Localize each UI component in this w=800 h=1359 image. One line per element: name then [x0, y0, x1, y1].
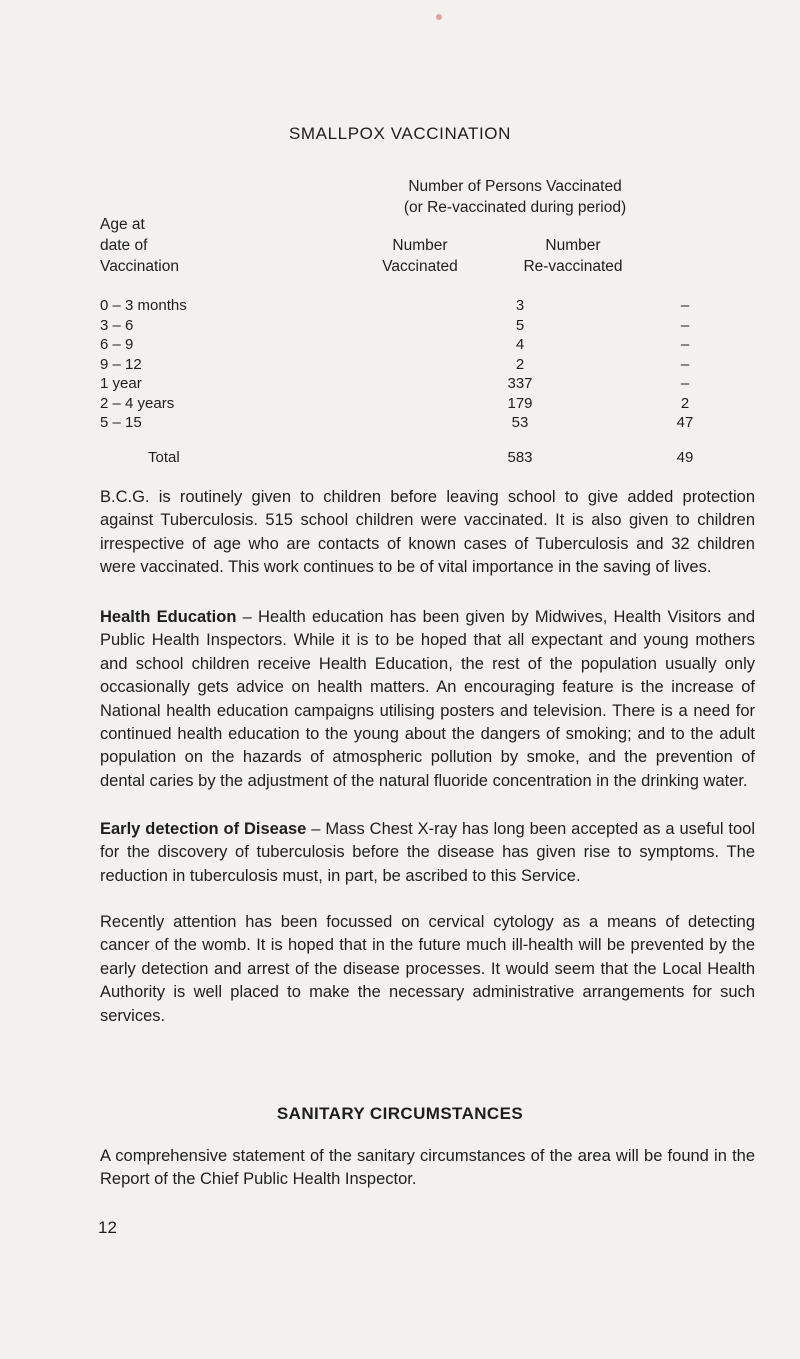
revaccinated-cell: – [680, 316, 690, 334]
table-row [100, 316, 690, 337]
vaccinated-cell: 179 [507, 394, 533, 412]
age-header-line3: Vaccination [100, 258, 179, 275]
early-detection-heading: Early detection of Disease [100, 820, 307, 838]
vaccinated-cell: 3 [515, 297, 525, 314]
age-header-line1: Age at [100, 216, 145, 233]
page-number: 12 [98, 1218, 117, 1237]
table-row [100, 414, 694, 434]
table-row [100, 297, 690, 317]
vaccinated-cell: 5 [515, 316, 525, 334]
age-column-header [100, 214, 179, 277]
age-cell: 9 – 12 [100, 355, 142, 373]
table-row [100, 394, 690, 415]
revaccinated-cell: 47 [676, 414, 694, 431]
page-title: SMALLPOX VACCINATION [288, 124, 512, 143]
revaccinated-cell: – [680, 355, 690, 373]
age-cell: 1 year [100, 375, 142, 392]
revaccinated-column-header [498, 235, 648, 277]
table-row [100, 355, 690, 376]
health-education-heading: Health Education [100, 608, 237, 626]
early-detection-paragraph [100, 818, 755, 888]
col1-header-line1: Number [392, 237, 448, 254]
age-cell: 2 – 4 years [100, 394, 175, 412]
vaccinated-cell: 337 [507, 375, 533, 392]
health-education-text: – Health education has been given by Midwives, Health Visitors and Public Health Inspectors. While it is to be hoped that all expectant and young mothers and school children receive Health Education, the rest of the population usually only occasionally gets advice on health matters. An encouraging feature is the increase of National health education campaigns utilising posters and television. There is a need for continued health education to the young about the dangers of smoking; and to the adult population on the hazards of atmospheric pollution by smoke, and the prevention of dental caries by the adjustment of the natural fluoride concentration in the drinking water. [100, 608, 755, 790]
bcg-paragraph: B.C.G. is routinely given to children before leaving school to give added protection against Tuberculosis. 515 school children were vaccinated. It is also given to children irrespective of age who are contacts of known cases of Tuberculosis and 32 children were vaccinated. This work continues to be of vital importance in the saving of lives. [100, 488, 755, 577]
table-group-header [370, 176, 660, 218]
age-cell: 6 – 9 [100, 336, 134, 353]
table-row [100, 336, 690, 356]
table-total-row [100, 449, 694, 469]
col2-header-line1: Number [545, 237, 601, 254]
vaccinated-cell: 2 [515, 355, 525, 373]
group-header-line2: (or Re-vaccinated during period) [403, 199, 627, 216]
age-header-line2: date of [100, 237, 148, 254]
cervical-cytology-paragraph: Recently attention has been focussed on cervical cytology as a means of detecting cancer of the womb. It is hoped that in the future much ill-health will be prevented by the early detection and arrest of the disease processes. It would seem that the Local Health Authority is well placed to make the necessary administrative arrangements for such services. [100, 913, 755, 1025]
table-row [100, 375, 690, 395]
sanitary-paragraph: A comprehensive statement of the sanitary circumstances of the area will be found in the Report of the Chief Public Health Inspector. [100, 1147, 755, 1189]
group-header-line1: Number of Persons Vaccinated [408, 178, 622, 195]
sanitary-circumstances-heading: SANITARY CIRCUMSTANCES [276, 1104, 524, 1123]
total-label: Total [148, 449, 180, 466]
vaccination-table-body [100, 297, 694, 434]
revaccinated-cell: 2 [680, 394, 690, 412]
vaccinated-cell: 4 [515, 336, 525, 353]
revaccinated-cell: – [680, 297, 690, 314]
age-cell: 0 – 3 months [100, 297, 187, 314]
early-detection-text: – Mass Chest X-ray has long been accepted as a useful tool for the discovery of tuberculosis before the disease has given rise to symptoms. The reduction in tuberculosis must, in part, be ascribed to this Service. [100, 820, 755, 885]
revaccinated-cell: – [680, 375, 690, 392]
col1-header-line2: Vaccinated [382, 258, 458, 275]
vaccinated-column-header [360, 235, 480, 277]
age-cell: 3 – 6 [100, 316, 134, 334]
health-education-paragraph [100, 606, 755, 793]
vaccinated-cell: 53 [511, 414, 529, 431]
total-vaccinated: 583 [507, 449, 533, 466]
ink-spot [436, 14, 442, 20]
col2-header-line2: Re-vaccinated [523, 258, 623, 275]
total-revaccinated: 49 [676, 449, 694, 466]
revaccinated-cell: – [680, 336, 690, 353]
age-cell: 5 – 15 [100, 414, 142, 431]
